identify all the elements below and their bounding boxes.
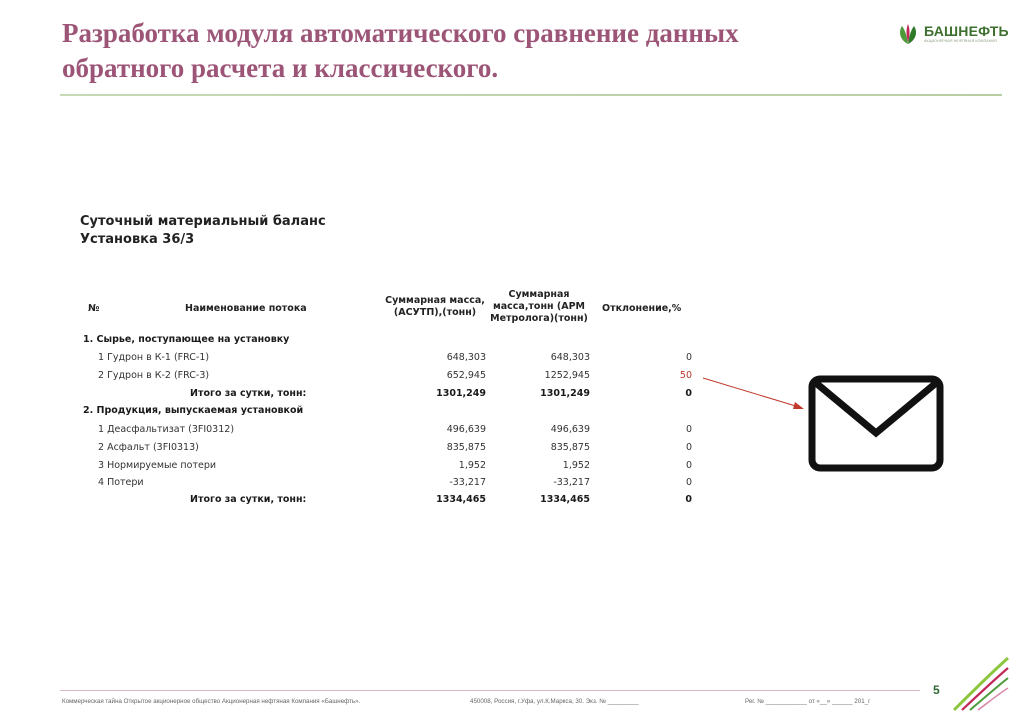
row-arm: 496,639 — [550, 424, 590, 435]
slide-title — [62, 16, 862, 86]
footer-divider — [60, 690, 920, 691]
document-heading-line1: Суточный материальный баланс — [80, 214, 326, 229]
document-heading — [80, 213, 326, 249]
row-deviation: 0 — [685, 460, 692, 471]
header-mass-asutp — [378, 295, 492, 319]
document-heading-line2: Установка 36/3 — [80, 232, 195, 247]
subtotal-arm: 1301,249 — [540, 388, 590, 399]
row-name: 4 Потери — [98, 477, 144, 488]
logo-tagline: АКЦИОНЕРНАЯ НЕФТЯНАЯ КОМПАНИЯ — [924, 39, 997, 43]
row-deviation-alert: 50 — [679, 370, 692, 381]
row-arm: -33,217 — [553, 477, 590, 488]
section-title: 2. Продукция, выпускаемая установкой — [83, 405, 304, 416]
header-mass-arm-line2: масса,тонн (АРМ — [492, 301, 586, 312]
row-deviation: 0 — [685, 424, 692, 435]
corner-decoration — [952, 652, 1010, 712]
row-asutp: 496,639 — [446, 424, 486, 435]
total-arm: 1334,465 — [540, 494, 590, 505]
row-deviation: 0 — [685, 477, 692, 488]
total-asutp: 1334,465 — [436, 494, 486, 505]
bashneft-logo — [896, 20, 1009, 50]
header-mass-arm — [482, 289, 596, 325]
row-name: 3 Нормируемые потери — [98, 460, 217, 471]
row-deviation: 0 — [685, 442, 692, 453]
row-name: 1 Гудрон в К-1 (FRC-1) — [98, 352, 210, 363]
footer-confidential: Коммерческая тайна Открытое акционерное общество Акционерная нефтяная Компания «Башнефть». — [62, 698, 361, 705]
row-name: 1 Деасфальтизат (3FI0312) — [98, 424, 235, 435]
title-divider — [60, 94, 1002, 96]
header-mass-arm-line3: Метролога)(тонн) — [490, 313, 588, 324]
row-asutp: 648,303 — [446, 352, 486, 363]
logo-name: БАШНЕФТЬ — [924, 23, 1009, 39]
bashneft-logo-icon — [896, 22, 920, 46]
header-mass-asutp-line2: (АСУТП),(тонн) — [393, 307, 477, 318]
total-deviation: 0 — [685, 494, 692, 505]
footer-registration: Рег. № ____________ от «__» ______ 201_г — [745, 698, 871, 705]
row-asutp: 652,945 — [446, 370, 486, 381]
section-title: 1. Сырье, поступающее на установку — [83, 334, 290, 345]
row-arm: 648,303 — [550, 352, 590, 363]
total-label: Итого за сутки, тонн: — [190, 494, 307, 505]
header-name: Наименование потока — [185, 303, 307, 314]
row-name: 2 Гудрон в К-2 (FRC-3) — [98, 370, 210, 381]
subtotal-deviation: 0 — [685, 388, 692, 399]
slide-title-line2: обратного расчета и классического. — [62, 53, 499, 83]
row-arm: 1,952 — [562, 460, 590, 471]
subtotal-label: Итого за сутки, тонн: — [190, 388, 307, 399]
row-asutp: -33,217 — [449, 477, 486, 488]
header-num: № — [88, 303, 100, 314]
header-mass-arm-line1: Суммарная — [508, 289, 570, 300]
row-name: 2 Асфальт (3FI0313) — [98, 442, 199, 453]
row-arm: 835,875 — [550, 442, 590, 453]
row-arm: 1252,945 — [544, 370, 590, 381]
header-mass-asutp-line1: Суммарная масса, — [385, 295, 485, 306]
row-asutp: 1,952 — [458, 460, 486, 471]
header-deviation: Отклонение,% — [602, 303, 682, 314]
arrow-pointer — [700, 372, 810, 414]
row-asutp: 835,875 — [446, 442, 486, 453]
subtotal-asutp: 1301,249 — [436, 388, 486, 399]
page-number: 5 — [933, 683, 940, 697]
footer-address: 450008, Россия, г.Уфа, ул.К.Маркса, 30. Экз. № _________ — [470, 698, 639, 705]
row-deviation: 0 — [685, 352, 692, 363]
slide-title-line1: Разработка модуля автоматического сравнение данных — [62, 18, 739, 48]
envelope-icon[interactable] — [808, 375, 944, 472]
